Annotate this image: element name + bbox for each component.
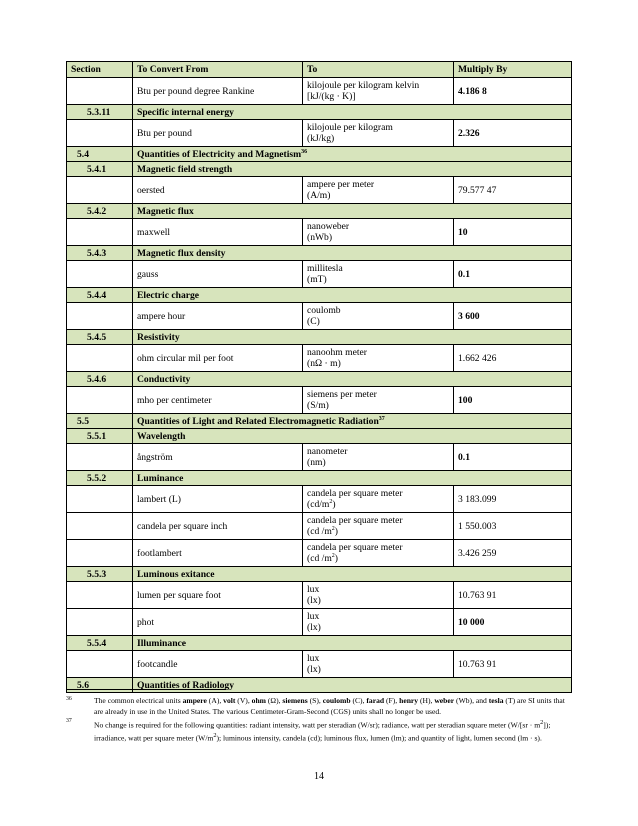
- footnote-text: ohm: [251, 696, 266, 705]
- convert-to-cell: [303, 219, 454, 246]
- to-unit-name: millitesla: [307, 263, 343, 274]
- table-row: [67, 513, 572, 540]
- section-heading-row: [67, 204, 572, 219]
- to-unit-symbol: [307, 232, 449, 243]
- multiply-by-cell: 10: [454, 219, 572, 246]
- section-number: 5.5.3: [67, 567, 133, 582]
- section-title-text: Quantities of Radiology: [137, 679, 235, 691]
- section-cell: [67, 651, 133, 678]
- to-symbol-text: (A/m): [307, 190, 331, 201]
- to-symbol-close: ): [334, 526, 338, 537]
- to-unit-name: lux: [307, 653, 320, 664]
- section-cell: [67, 486, 133, 513]
- header-to: To: [303, 62, 454, 78]
- footnote-text: (V),: [235, 696, 252, 705]
- section-title: [133, 105, 572, 120]
- to-unit-name: nanoohm meter: [307, 347, 367, 358]
- table-row: [67, 78, 572, 105]
- convert-to-cell: [303, 651, 454, 678]
- to-unit-symbol: [307, 526, 449, 537]
- to-symbol-text: (cd/m: [307, 499, 330, 510]
- to-symbol-text: (nΩ · m): [307, 358, 341, 369]
- to-symbol-text: (lx): [307, 595, 321, 606]
- convert-from-cell: ampere hour: [133, 303, 303, 330]
- multiply-by-cell: 0.1: [454, 444, 572, 471]
- section-number: 5.4.4: [67, 288, 133, 303]
- section-cell: [67, 444, 133, 471]
- convert-to-cell: [303, 513, 454, 540]
- footnote-text: tesla: [488, 696, 504, 705]
- footnote-text: ampere: [182, 696, 207, 705]
- multiply-by-cell: 10.763 91: [454, 582, 572, 609]
- section-title: [133, 567, 572, 582]
- section-title: [133, 204, 572, 219]
- convert-to-cell: [303, 387, 454, 414]
- convert-to-cell: [303, 444, 454, 471]
- table-body: [67, 78, 572, 693]
- convert-from-cell: Btu per pound: [133, 120, 303, 147]
- footnote-text: henry: [399, 696, 419, 705]
- to-symbol-text: (cd /m: [307, 526, 332, 537]
- section-title: [133, 414, 572, 429]
- convert-to-cell: [303, 486, 454, 513]
- footnote-text: (A),: [206, 696, 224, 705]
- conversion-table: [66, 61, 572, 693]
- footnote-text: 2: [213, 732, 217, 740]
- to-unit-symbol: [307, 457, 449, 468]
- section-cell: [67, 78, 133, 105]
- section-number: 5.4: [67, 147, 133, 162]
- footnote-text: siemens: [282, 696, 308, 705]
- to-symbol-exponent: 2: [331, 552, 335, 559]
- footnote-text: farad: [366, 696, 385, 705]
- section-heading-row: [67, 105, 572, 120]
- to-unit-symbol: [307, 91, 449, 102]
- footnote-ref: 36: [301, 148, 308, 155]
- multiply-by-cell: 4.186 8: [454, 78, 572, 105]
- footnote-text: No change is required for the following quantities: radiant intensity, watt per steradian (W/sr); radiance, watt per steradian square meter (W/[sr · m: [94, 720, 541, 730]
- table-row: [67, 261, 572, 288]
- convert-to-cell: [303, 78, 454, 105]
- section-number: 5.5.4: [67, 636, 133, 651]
- convert-to-cell: [303, 345, 454, 372]
- section-title-text: Magnetic flux density: [137, 247, 226, 259]
- footnote-text: (C),: [350, 696, 367, 705]
- convert-from-cell: lambert (L): [133, 486, 303, 513]
- to-unit-symbol: [307, 400, 449, 411]
- to-unit-name: ampere per meter: [307, 179, 375, 190]
- section-heading-row: [67, 678, 572, 693]
- to-unit-name: nanometer: [307, 446, 348, 457]
- convert-from-cell: candela per square inch: [133, 513, 303, 540]
- to-unit-name: coulomb: [307, 305, 341, 316]
- to-unit-symbol: [307, 274, 449, 285]
- to-unit-symbol: [307, 316, 449, 327]
- table-row: [67, 540, 572, 567]
- to-unit-symbol: [307, 133, 449, 144]
- section-cell: [67, 120, 133, 147]
- footnote: [66, 718, 571, 744]
- header-section: Section: [67, 62, 133, 78]
- section-heading-row: [67, 330, 572, 345]
- section-heading-row: [67, 147, 572, 162]
- section-title: [133, 429, 572, 444]
- to-symbol-close: ): [334, 553, 338, 564]
- section-cell: [67, 513, 133, 540]
- footnote-text: ]); irradiance, watt per square meter (W/m: [94, 720, 551, 743]
- section-cell: [67, 345, 133, 372]
- footnote-mark: 36: [66, 696, 72, 702]
- multiply-by-cell: 0.1: [454, 261, 572, 288]
- section-title-text: Luminance: [137, 472, 184, 484]
- to-unit-name: kilojoule per kilogram kelvin: [307, 80, 420, 91]
- convert-from-cell: mho per centimeter: [133, 387, 303, 414]
- convert-to-cell: [303, 177, 454, 204]
- convert-to-cell: [303, 582, 454, 609]
- section-title-text: Resistivity: [137, 331, 180, 343]
- footnote: [66, 696, 571, 717]
- section-title-text: Magnetic field strength: [137, 163, 233, 175]
- page-number: 14: [314, 771, 324, 782]
- multiply-by-cell: 1 550.003: [454, 513, 572, 540]
- footnote-text: The common electrical units: [94, 696, 183, 705]
- table-row: [67, 345, 572, 372]
- section-title: [133, 162, 572, 177]
- multiply-by-cell: 79.577 47: [454, 177, 572, 204]
- to-unit-symbol: [307, 553, 449, 564]
- multiply-by-cell: 1.662 426: [454, 345, 572, 372]
- section-heading-row: [67, 162, 572, 177]
- table-row: [67, 219, 572, 246]
- to-symbol-text: (kJ/kg): [307, 133, 335, 144]
- to-symbol-text: (nm): [307, 457, 326, 468]
- convert-to-cell: [303, 609, 454, 636]
- section-heading-row: [67, 429, 572, 444]
- section-title-text: Electric charge: [137, 289, 200, 301]
- to-symbol-text: (mT): [307, 274, 327, 285]
- section-title-text: Wavelength: [137, 430, 186, 442]
- to-unit-symbol: [307, 595, 449, 606]
- section-title-text: Quantities of Light and Related Electromagnetic Radiation: [137, 415, 379, 427]
- convert-from-cell: footlambert: [133, 540, 303, 567]
- section-cell: [67, 540, 133, 567]
- to-symbol-exponent: 2: [329, 498, 333, 505]
- footnote-text: ); luminous intensity, candela (cd); luminous flux, lumen (lm); and quantity of light, lumen second (lm · s).: [216, 733, 542, 743]
- section-number: 5.4.5: [67, 330, 133, 345]
- section-cell: [67, 387, 133, 414]
- to-symbol-text: (lx): [307, 664, 321, 675]
- section-title: [133, 147, 572, 162]
- section-cell: [67, 261, 133, 288]
- section-cell: [67, 609, 133, 636]
- to-unit-name: kilojoule per kilogram: [307, 122, 393, 133]
- to-symbol-text: (lx): [307, 622, 321, 633]
- section-title-text: Specific internal energy: [137, 106, 234, 118]
- to-unit-name: nanoweber: [307, 221, 350, 232]
- convert-from-cell: ohm circular mil per foot: [133, 345, 303, 372]
- footnote-text: coulomb: [322, 696, 351, 705]
- multiply-by-cell: 10.763 91: [454, 651, 572, 678]
- table-row: [67, 177, 572, 204]
- section-number: 5.4.2: [67, 204, 133, 219]
- table-row: [67, 120, 572, 147]
- section-title: [133, 678, 572, 693]
- convert-from-cell: oersted: [133, 177, 303, 204]
- to-unit-symbol: [307, 664, 449, 675]
- section-number: 5.3.11: [67, 105, 133, 120]
- table-row: [67, 609, 572, 636]
- to-unit-name: lux: [307, 584, 320, 595]
- footnote-text: weber: [434, 696, 455, 705]
- section-number: 5.4.1: [67, 162, 133, 177]
- section-number: 5.5.1: [67, 429, 133, 444]
- to-symbol-close: ): [332, 499, 336, 510]
- footnote-text: (Ω),: [266, 696, 283, 705]
- multiply-by-cell: 3 183.099: [454, 486, 572, 513]
- section-cell: [67, 582, 133, 609]
- table-row: [67, 444, 572, 471]
- multiply-by-cell: 2.326: [454, 120, 572, 147]
- table-row: [67, 651, 572, 678]
- footnote-text: (S),: [307, 696, 323, 705]
- multiply-by-cell: 100: [454, 387, 572, 414]
- section-number: 5.5: [67, 414, 133, 429]
- to-symbol-text: (C): [307, 316, 320, 327]
- footnotes: [66, 696, 571, 745]
- table-row: [67, 486, 572, 513]
- table-row: [67, 387, 572, 414]
- convert-from-cell: Btu per pound degree Rankine: [133, 78, 303, 105]
- section-number: 5.4.3: [67, 246, 133, 261]
- section-title: [133, 636, 572, 651]
- to-symbol-text: (cd /m: [307, 553, 332, 564]
- footnote-separator: [66, 689, 226, 690]
- convert-from-cell: lumen per square foot: [133, 582, 303, 609]
- to-unit-name: candela per square meter: [307, 488, 403, 499]
- to-unit-name: siemens per meter: [307, 389, 377, 400]
- to-unit-symbol: [307, 499, 449, 510]
- section-title: [133, 330, 572, 345]
- table-row: [67, 582, 572, 609]
- section-cell: [67, 303, 133, 330]
- section-title-text: Magnetic flux: [137, 205, 194, 217]
- convert-from-cell: phot: [133, 609, 303, 636]
- to-unit-symbol: [307, 358, 449, 369]
- section-title-text: Quantities of Electricity and Magnetism: [137, 148, 302, 160]
- footnote-text: (Wb), and: [454, 696, 489, 705]
- to-symbol-text: [kJ/(kg · K)]: [307, 91, 356, 102]
- footnote-mark: 37: [66, 718, 72, 725]
- convert-from-cell: ångström: [133, 444, 303, 471]
- footnote-text: volt: [223, 696, 236, 705]
- convert-from-cell: gauss: [133, 261, 303, 288]
- convert-from-cell: maxwell: [133, 219, 303, 246]
- header-convert-from: To Convert From: [133, 62, 303, 78]
- convert-to-cell: [303, 261, 454, 288]
- header-multiply-by: Multiply By: [454, 62, 572, 78]
- to-symbol-text: (S/m): [307, 400, 329, 411]
- to-unit-name: candela per square meter: [307, 542, 403, 553]
- to-unit-name: lux: [307, 611, 320, 622]
- convert-from-cell: footcandle: [133, 651, 303, 678]
- table-row: [67, 303, 572, 330]
- footnote-ref: 37: [378, 415, 385, 422]
- multiply-by-cell: 3 600: [454, 303, 572, 330]
- section-heading-row: [67, 288, 572, 303]
- section-heading-row: [67, 567, 572, 582]
- multiply-by-cell: 10 000: [454, 609, 572, 636]
- section-title: [133, 471, 572, 486]
- to-symbol-text: (nWb): [307, 232, 333, 243]
- section-number: 5.6: [67, 678, 133, 693]
- multiply-by-cell: 3.426 259: [454, 540, 572, 567]
- section-heading-row: [67, 471, 572, 486]
- section-title-text: Illuminance: [137, 637, 187, 649]
- footnote-text: (F),: [384, 696, 400, 705]
- table-header-row: [67, 62, 572, 78]
- convert-to-cell: [303, 303, 454, 330]
- section-heading-row: [67, 414, 572, 429]
- footnote-text: 2: [540, 719, 544, 727]
- to-unit-symbol: [307, 190, 449, 201]
- to-unit-name: candela per square meter: [307, 515, 403, 526]
- section-cell: [67, 177, 133, 204]
- convert-to-cell: [303, 120, 454, 147]
- section-title-text: Conductivity: [137, 373, 191, 385]
- section-number: 5.5.2: [67, 471, 133, 486]
- footnote-text: (H),: [418, 696, 435, 705]
- section-title-text: Luminous exitance: [137, 568, 215, 580]
- footnote-text: (T) are SI units that are already in use in the United States. The various Centimeter-Gram-Second (CGS) units shall no longer be used.: [94, 696, 565, 716]
- section-heading-row: [67, 636, 572, 651]
- section-title: [133, 246, 572, 261]
- section-title: [133, 288, 572, 303]
- section-number: 5.4.6: [67, 372, 133, 387]
- section-title: [133, 372, 572, 387]
- section-heading-row: [67, 246, 572, 261]
- section-heading-row: [67, 372, 572, 387]
- to-symbol-exponent: 2: [331, 525, 335, 532]
- section-cell: [67, 219, 133, 246]
- convert-to-cell: [303, 540, 454, 567]
- to-unit-symbol: [307, 622, 449, 633]
